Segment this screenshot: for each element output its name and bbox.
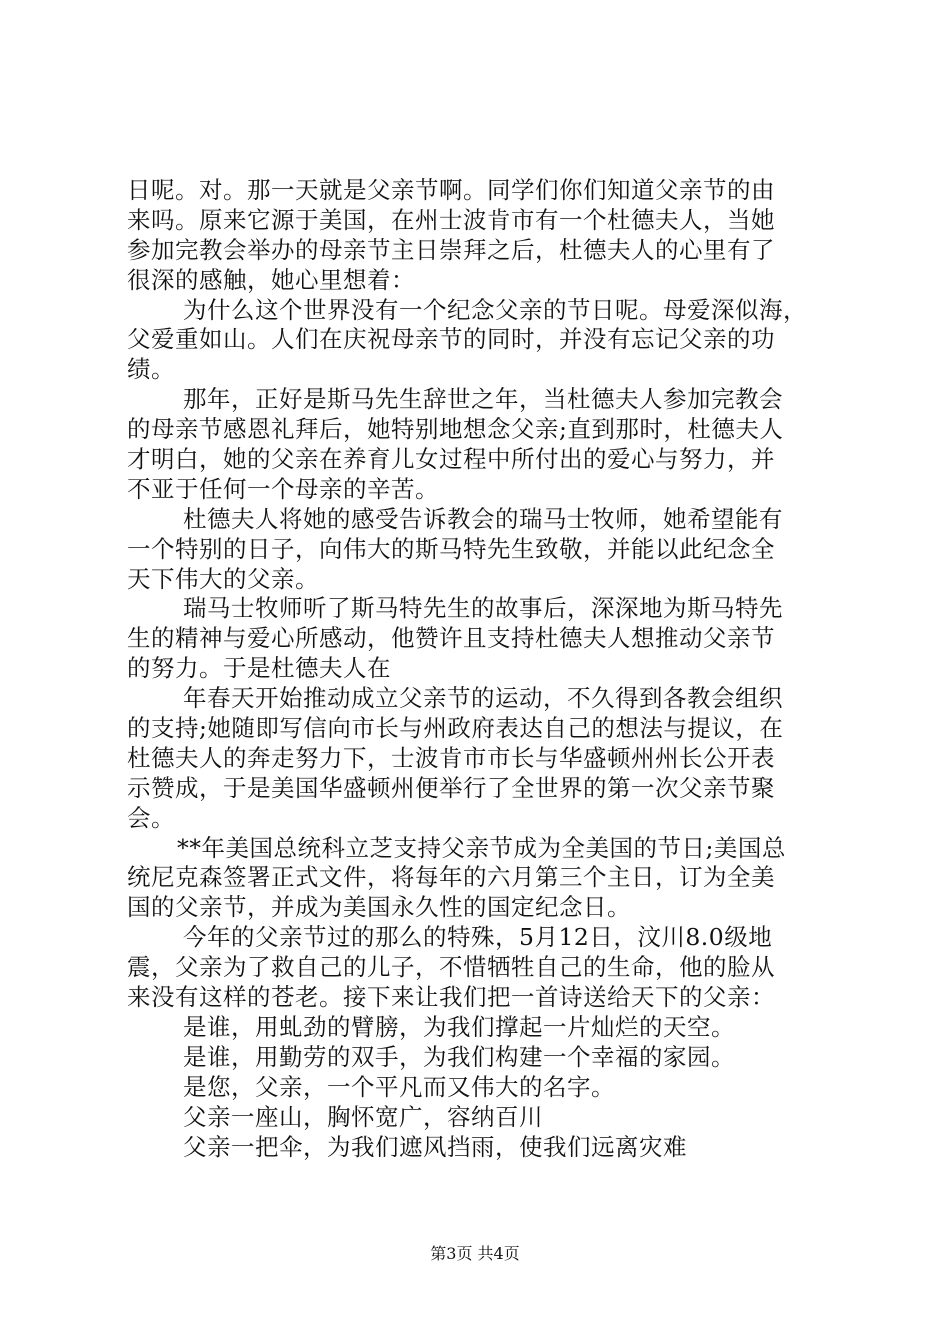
- text-line: 瑞马士牧师听了斯马特先生的故事后，深深地为斯马特先: [183, 594, 783, 623]
- text-line: 一个特别的日子，向伟大的斯马特先生致敬，并能以此纪念全: [127, 534, 775, 563]
- text-line: 来吗。原来它源于美国，在州士波肯市有一个杜德夫人，当她: [127, 205, 775, 234]
- text-line: 不亚于任何一个母亲的辛苦。: [127, 474, 439, 503]
- text-line: 的努力。于是杜德夫人在: [127, 654, 391, 683]
- text-line: 是谁，用虬劲的臂膀，为我们撑起一片灿烂的天空。: [183, 1012, 735, 1041]
- text-line: 今年的父亲节过的那么的特殊，5月12日，汶川8.0级地: [183, 923, 773, 952]
- text-line: 参加完教会举办的母亲节主日崇拜之后，杜德夫人的心里有了: [127, 235, 775, 264]
- text-line: 来没有这样的苍老。接下来让我们把一首诗送给天下的父亲：: [127, 983, 775, 1012]
- text-line: 才明白，她的父亲在养育儿女过程中所付出的爱心与努力，并: [127, 445, 775, 474]
- text-line: 的支持;她随即写信向市长与州政府表达自己的想法与提议，在: [127, 714, 784, 743]
- text-line: 父爱重如山。人们在庆祝母亲节的同时，并没有忘记父亲的功: [127, 325, 775, 354]
- text-line: 震，父亲为了救自己的儿子，不惜牺牲自己的生命，他的脸从: [127, 953, 775, 982]
- text-line: 那年，正好是斯马先生辞世之年，当杜德夫人参加完教会: [183, 385, 783, 414]
- text-line: 的母亲节感恩礼拜后，她特别地想念父亲;直到那时，杜德夫人: [127, 415, 784, 444]
- text-line: 统尼克森签署正式文件，将每年的六月第三个主日，订为全美: [127, 863, 775, 892]
- text-line: 示赞成，于是美国华盛顿州便举行了全世界的第一次父亲节聚: [127, 773, 775, 802]
- text-line: 父亲一座山，胸怀宽广，容纳百川: [183, 1102, 543, 1131]
- page-number-footer: 第3页 共4页: [430, 1244, 520, 1263]
- text-line: 国的父亲节，并成为美国永久性的国定纪念日。: [127, 893, 631, 922]
- text-line: 为什么这个世界没有一个纪念父亲的节日呢。母爱深似海，: [183, 295, 807, 324]
- text-line: 会。: [127, 803, 175, 832]
- text-line: **年美国总统科立芝支持父亲节成为全美国的节日;美国总: [177, 833, 786, 862]
- text-line: 很深的感触，她心里想着：: [127, 265, 415, 294]
- document-body: [127, 176, 827, 1162]
- text-line: 年春天开始推动成立父亲节的运动，不久得到各教会组织: [183, 684, 783, 713]
- text-line: 生的精神与爱心所感动，他赞许且支持杜德夫人想推动父亲节: [127, 624, 775, 653]
- text-line: 是您，父亲，一个平凡而又伟大的名字。: [183, 1072, 615, 1101]
- text-line: 父亲一把伞，为我们遮风挡雨，使我们远离灾难: [183, 1132, 687, 1161]
- text-line: 杜德夫人的奔走努力下，士波肯市市长与华盛顿州州长公开表: [127, 743, 775, 772]
- text-line: 天下伟大的父亲。: [127, 564, 319, 593]
- text-line: 杜德夫人将她的感受告诉教会的瑞马士牧师，她希望能有: [183, 504, 783, 533]
- text-line: 绩。: [127, 355, 175, 384]
- text-line: 是谁，用勤劳的双手，为我们构建一个幸福的家园。: [183, 1042, 735, 1071]
- text-line: 日呢。对。那一天就是父亲节啊。同学们你们知道父亲节的由: [127, 176, 775, 204]
